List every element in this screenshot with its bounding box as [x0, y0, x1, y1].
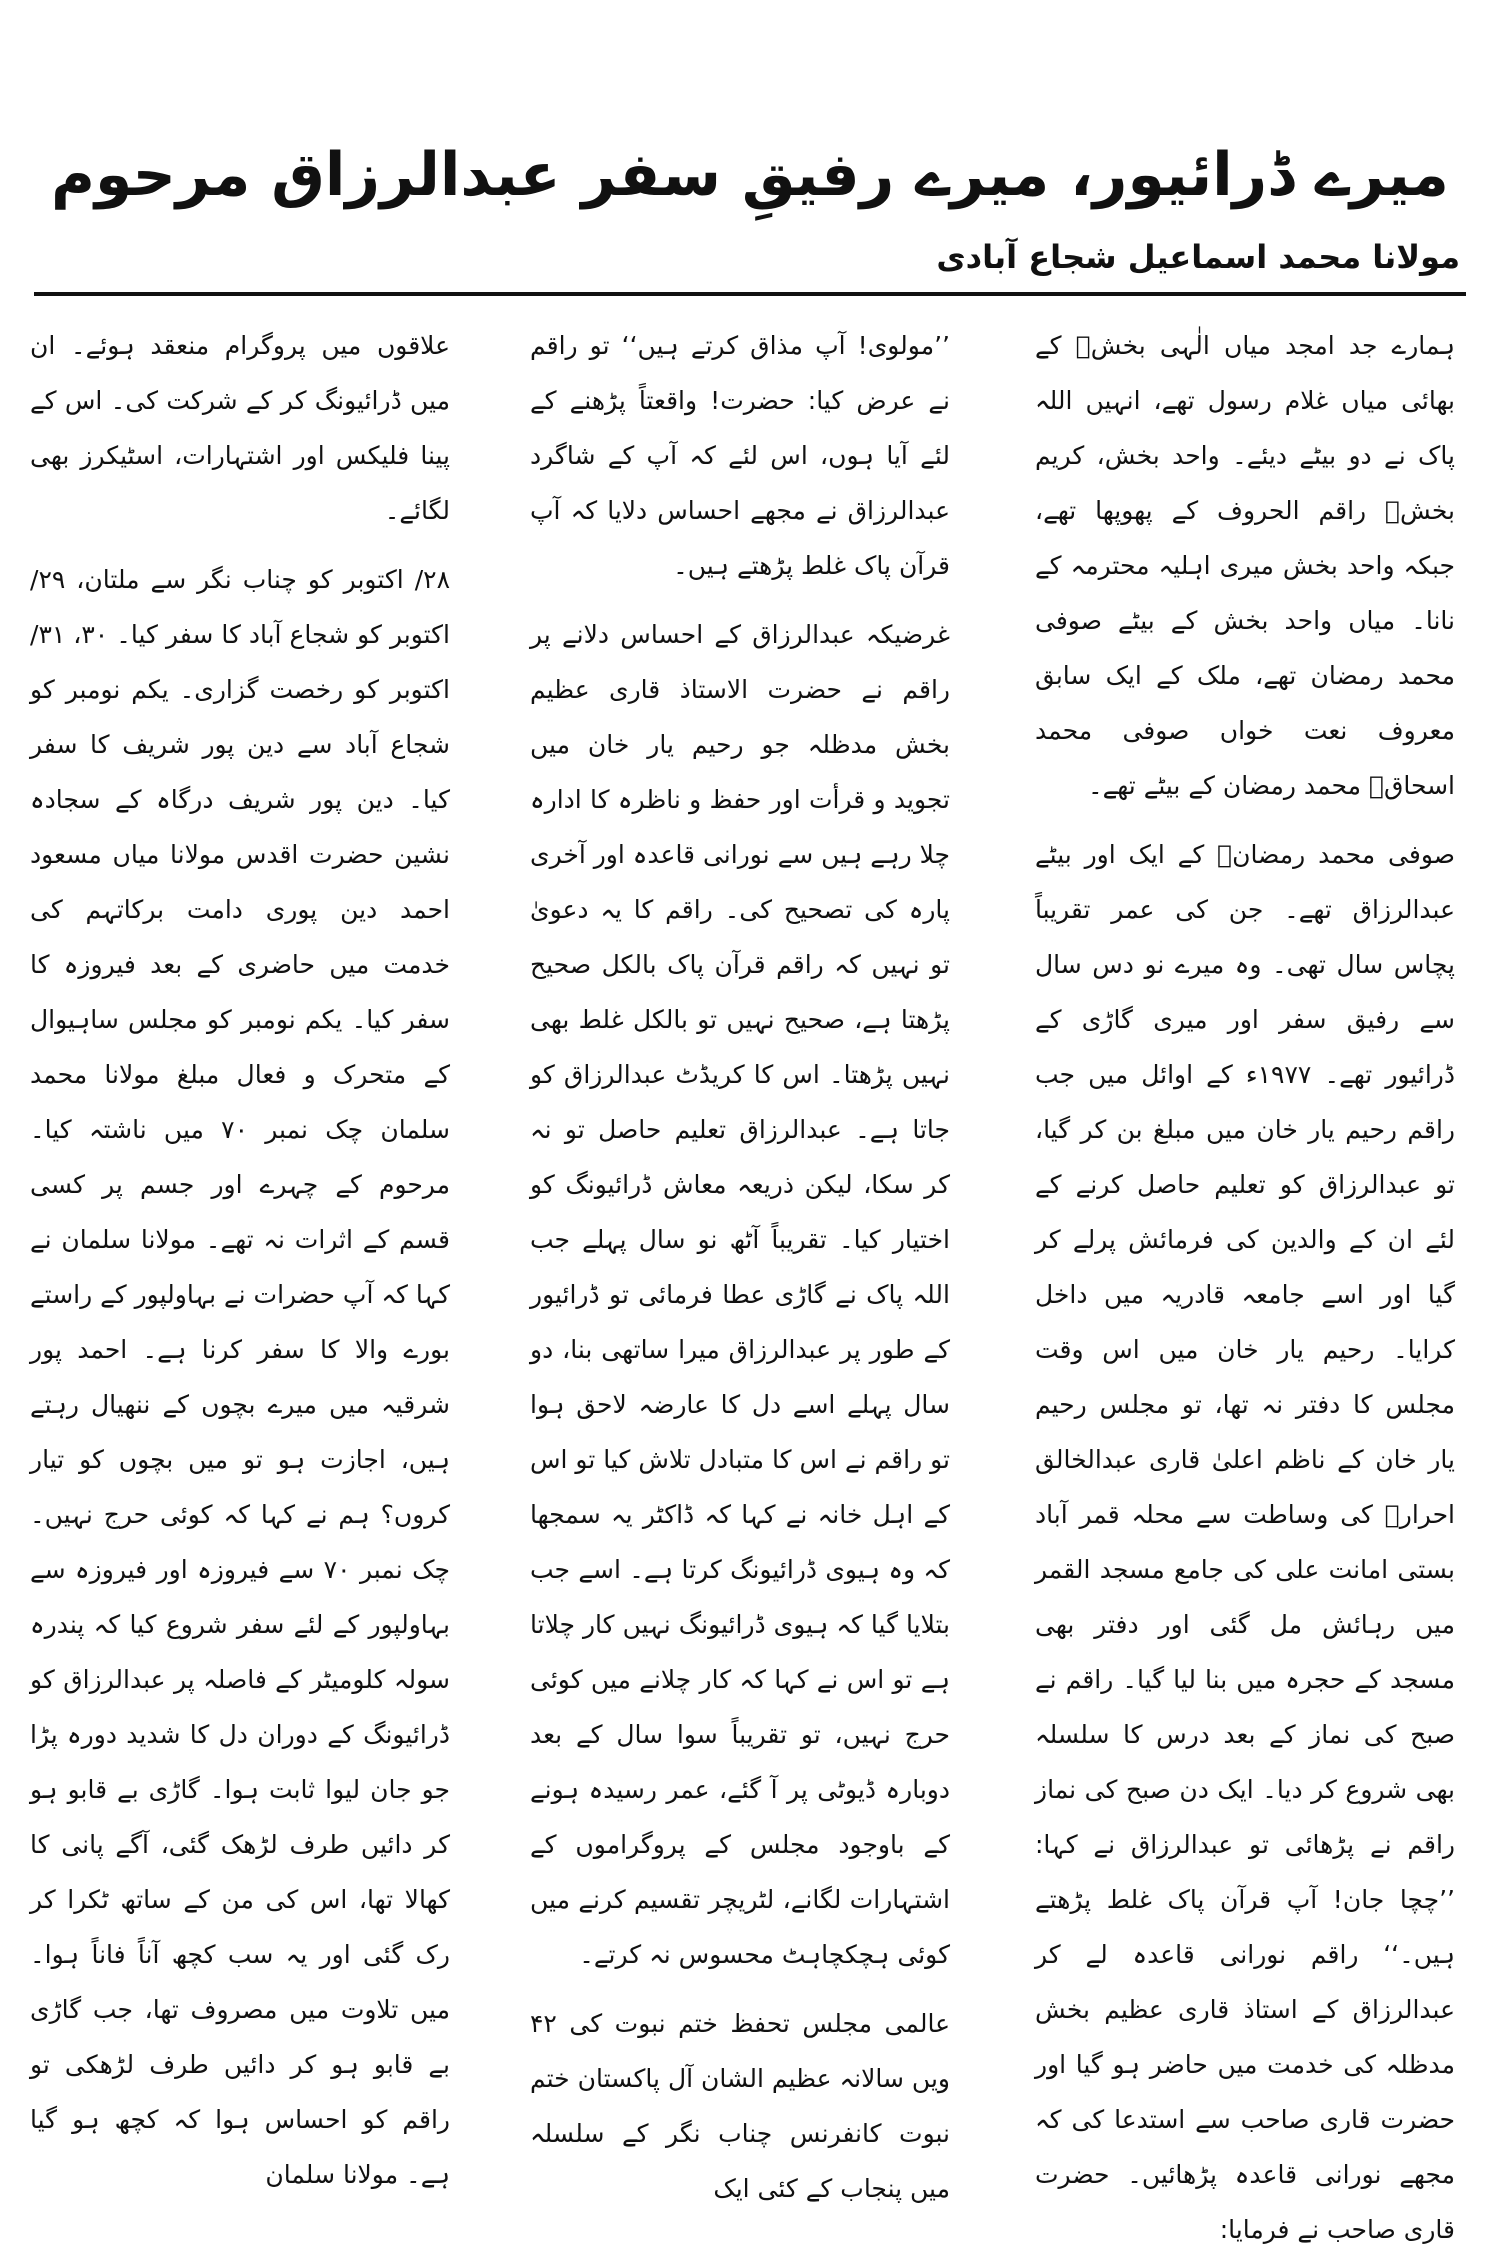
paragraph: ہمارے جد امجد میاں الٰہی بخشؒ کے بھائی میاں غلام رسول تھے، انہیں اللہ پاک نے دو بیٹے دیئے۔ واحد بخش، کریم بخشؒ راقم الحروف کے پھوپھا تھے، جبکہ واحد بخش میری اہلیہ محترمہ کے نانا۔ میاں واحد بخش کے بیٹے صوفی محمد رمضان تھے، ملک کے ایک سابق معروف نعت خواں صوفی محمد اسحاقؒ محمد رمضان کے بیٹے تھے۔: [1035, 331, 1455, 800]
paragraph: ۲۸/ اکتوبر کو چناب نگر سے ملتان، ۲۹/ اکتوبر کو شجاع آباد کا سفر کیا۔ ۳۰، ۳۱/ اکتوبر کو رخصت گزاری۔ یکم نومبر کو شجاع آباد سے دین پور شریف کا سفر کیا۔ دین پور شریف درگاہ کے سجادہ نشین حضرت اقدس مولانا میاں مسعود احمد دین پوری دامت برکاتہم کی خدمت میں حاضری کے بعد فیروزہ کا سفر کیا۔ یکم نومبر کو مجلس ساہیوال کے متحرک و فعال مبلغ مولانا محمد سلمان چک نمبر ۷۰ میں ناشتہ کیا۔ مرحوم کے چہرے اور جسم پر کسی قسم کے اثرات نہ تھے۔ مولانا سلمان نے کہا کہ آپ حضرات نے بہاولپور کے راستے بورے والا کا سفر کرنا ہے۔ احمد پور شرقیہ میں میرے بچوں کے ننھیال رہتے ہیں، اجازت ہو تو میں بچوں کو تیار کروں؟ ہم نے کہا کہ کوئی حرج نہیں۔ چک نمبر ۷۰ سے فیروزہ اور فیروزہ سے بہاولپور کے لئے سفر شروع کیا کہ پندرہ سولہ کلومیٹر کے فاصلہ پر عبدالرزاق کو ڈرائیونگ کے دوران دل کا شدید دورہ پڑا جو جان لیوا ثابت ہوا۔ گاڑی بے قابو ہو کر دائیں طرف لڑھک گئی، آگے پانی کا کھالا تھا، اس کی من کے ساتھ ٹکرا کر رک گئی اور یہ سب کچھ آناً فاناً ہوا۔ میں تلاوت میں مصروف تھا، جب گاڑی بے قابو ہو کر دائیں طرف لڑھکی تو راقم کو احساس ہوا کہ کچھ ہو گیا ہے۔ مولانا سلمان: [30, 565, 451, 2189]
article-column-1: [1035, 318, 1455, 2244]
paragraph: صوفی محمد رمضانؒ کے ایک اور بیٹے عبدالرزاق تھے۔ جن کی عمر تقریباً پچاس سال تھی۔ وہ میرے نو دس سال سے رفیق سفر اور میری گاڑی کے ڈرائیور تھے۔ ۱۹۷۷ء کے اوائل میں جب راقم رحیم یار خان میں مبلغ بن کر گیا، تو عبدالرزاق کو تعلیم حاصل کرنے کے لئے ان کے والدین کی فرمائش پرلے کر گیا اور اسے جامعہ قادریہ میں داخل کرایا۔ رحیم یار خان میں اس وقت مجلس کا دفتر نہ تھا، تو مجلس رحیم یار خان کے ناظم اعلیٰ قاری عبدالخالق احرارؒ کی وساطت سے محلہ قمر آباد بستی امانت علی کی جامع مسجد القمر میں رہائش مل گئی اور دفتر بھی مسجد کے حجرہ میں بنا لیا گیا۔ راقم نے صبح کی نماز کے بعد درس کا سلسلہ بھی شروع کر دیا۔ ایک دن صبح کی نماز راقم نے پڑھائی تو عبدالرزاق نے کہا: ’’چچا جان! آپ قرآن پاک غلط پڑھتے ہیں۔‘‘ راقم نورانی قاعدہ لے کر عبدالرزاق کے استاذ قاری عظیم بخش مدظلہ کی خدمت میں حاضر ہو گیا اور حضرت قاری صاحب سے استدعا کی کہ مجھے نورانی قاعدہ پڑھائیں۔ حضرت قاری صاحب نے فرمایا:: [1035, 840, 1455, 2244]
header-divider: [34, 292, 1466, 296]
article-column-3: [30, 318, 450, 2188]
paragraph: علاقوں میں پروگرام منعقد ہوئے۔ ان میں ڈرائیونگ کر کے شرکت کی۔ اس کے پینا فلیکس اور اشتہارات، اسٹیکرز بھی لگائے۔: [30, 331, 450, 525]
paragraph: عالمی مجلس تحفظ ختم نبوت کی ۴۲ ویں سالانہ عظیم الشان آل پاکستان ختم نبوت کانفرنس چناب نگر کے سلسلہ میں پنجاب کے کئی ایک: [530, 2009, 950, 2203]
article-headline: میرے ڈرائیور، میرے رفیقِ سفر عبدالرزاق مرحوم: [51, 140, 1449, 211]
paragraph: غرضیکہ عبدالرزاق کے احساس دلانے پر راقم نے حضرت الاستاذ قاری عظیم بخش مدظلہ جو رحیم یار خان میں تجوید و قرأت اور حفظ و ناظرہ کا ادارہ چلا رہے ہیں سے نورانی قاعدہ اور آخری پارہ کی تصحیح کی۔ راقم کا یہ دعویٰ تو نہیں کہ راقم قرآن پاک بالکل صحیح پڑھتا ہے، صحیح نہیں تو بالکل غلط بھی نہیں پڑھتا۔ اس کا کریڈٹ عبدالرزاق کو جاتا ہے۔ عبدالرزاق تعلیم حاصل تو نہ کر سکا، لیکن ذریعہ معاش ڈرائیونگ کو اختیار کیا۔ تقریباً آٹھ نو سال پہلے جب اللہ پاک نے گاڑی عطا فرمائی تو ڈرائیور کے طور پر عبدالرزاق میرا ساتھی بنا، دو سال پہلے اسے دل کا عارضہ لاحق ہوا تو راقم نے اس کا متبادل تلاش کیا تو اس کے اہل خانہ نے کہا کہ ڈاکٹر یہ سمجھا کہ وہ ہیوی ڈرائیونگ کرتا ہے۔ اسے جب بتلایا گیا کہ ہیوی ڈرائیونگ نہیں کار چلاتا ہے تو اس نے کہا کہ کار چلانے میں کوئی حرج نہیں، تو تقریباً سوا سال کے بعد دوبارہ ڈیوٹی پر آ گئے، عمر رسیدہ ہونے کے باوجود مجلس کے پروگراموں کے اشتہارات لگانے، لٹریچر تقسیم کرنے میں کوئی ہچکچاہٹ محسوس نہ کرتے۔: [530, 620, 950, 1969]
article-byline: مولانا محمد اسماعیل شجاع آبادی: [936, 238, 1460, 276]
paragraph: ’’مولوی! آپ مذاق کرتے ہیں‘‘ تو راقم نے عرض کیا: حضرت! واقعتاً پڑھنے کے لئے آیا ہوں، اس لئے کہ آپ کے شاگرد عبدالرزاق نے مجھے احساس دلایا کہ آپ قرآن پاک غلط پڑھتے ہیں۔: [530, 331, 950, 580]
article-column-2: [530, 318, 950, 2203]
